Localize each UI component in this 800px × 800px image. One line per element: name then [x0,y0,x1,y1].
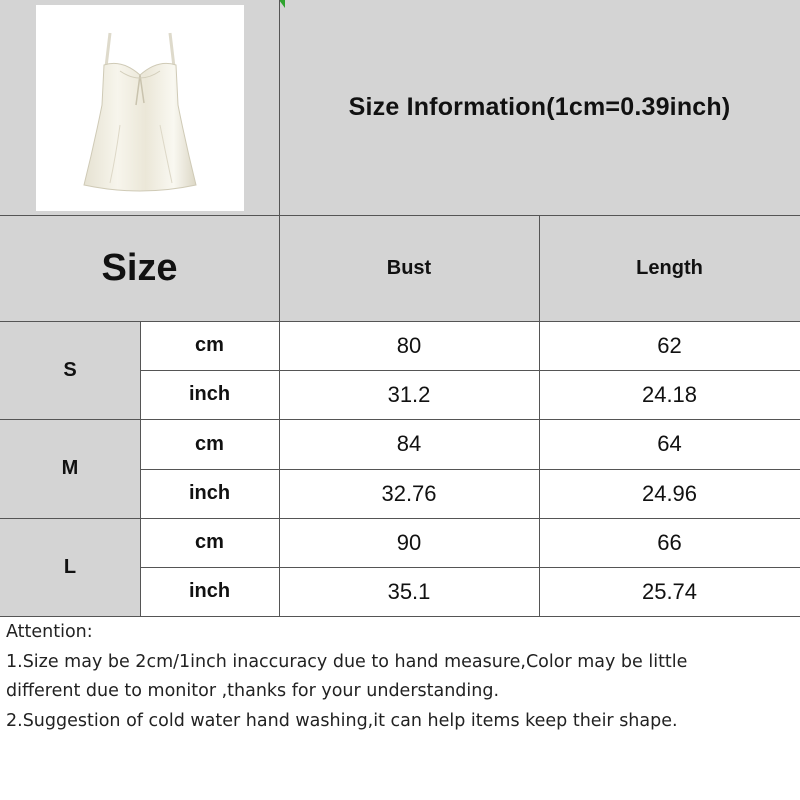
size-label-cell-l [0,518,140,616]
length-cell [539,419,800,469]
length-value: 24.18 [641,381,698,407]
bust-cell [279,419,539,469]
length-value: 64 [657,431,682,456]
bust-value: 80 [396,332,422,358]
length-cell [539,518,800,567]
bust-cell [279,370,539,419]
size-heading-cell [0,215,279,321]
length-value: 62 [657,332,682,358]
product-image [36,5,244,211]
bust-value: 32.76 [381,480,437,506]
grid-line [0,215,800,216]
table-row [140,567,279,616]
bust-value: 90 [396,529,422,555]
note-line: 2.Suggestion of cold water hand washing,it can help items keep their shape. [6,710,678,731]
length-header-cell [539,215,800,321]
table-row [140,518,279,567]
grid-line [0,616,800,617]
grid-line [140,469,800,470]
note-line: 1.Size may be 2cm/1inch inaccuracy due to hand measure,Color may be little [6,651,688,672]
table-row [140,469,279,518]
size-label: L [63,555,77,578]
length-cell [539,567,800,616]
table-row [140,321,279,370]
bust-cell [279,469,539,518]
bust-value: 31.2 [387,381,431,407]
length-cell [539,321,800,370]
bust-column-header: Bust [386,256,432,279]
table-row [140,370,279,419]
length-value: 66 [657,529,682,555]
grid-line [0,518,800,519]
length-value: 24.96 [641,480,698,506]
unit-label: cm [195,531,224,553]
table-row [140,419,279,469]
bust-cell [279,321,539,370]
attention-heading: Attention: [6,622,93,642]
grid-line [539,215,540,616]
unit-label: inch [188,482,231,504]
bust-value: 35.1 [387,578,431,604]
size-label-cell-s [0,321,140,419]
length-column-header: Length [636,256,703,279]
bust-cell [279,567,539,616]
grid-line [0,419,800,420]
unit-label: cm [195,334,224,356]
note-line: different due to monitor ,thanks for your understanding. [6,681,500,701]
bust-value: 84 [396,431,422,456]
length-cell [539,370,800,419]
size-label-cell-m [0,419,140,518]
bust-cell [279,518,539,567]
size-heading: Size [101,246,178,289]
header-title-cell [279,0,800,215]
grid-line [0,321,800,322]
length-cell [539,469,800,518]
length-value: 25.74 [641,578,698,604]
bust-header-cell [279,215,539,321]
unit-label: cm [195,432,224,455]
grid-line [140,567,800,568]
grid-line [279,0,280,616]
dress-illustration [36,5,244,211]
size-label: M [61,457,79,479]
size-label: S [63,358,77,381]
unit-label: inch [188,580,231,602]
attention-notes [6,618,796,736]
unit-label: inch [188,383,231,405]
page-title: Size Information(1cm=0.39inch) [348,93,731,121]
grid-line [140,370,800,371]
